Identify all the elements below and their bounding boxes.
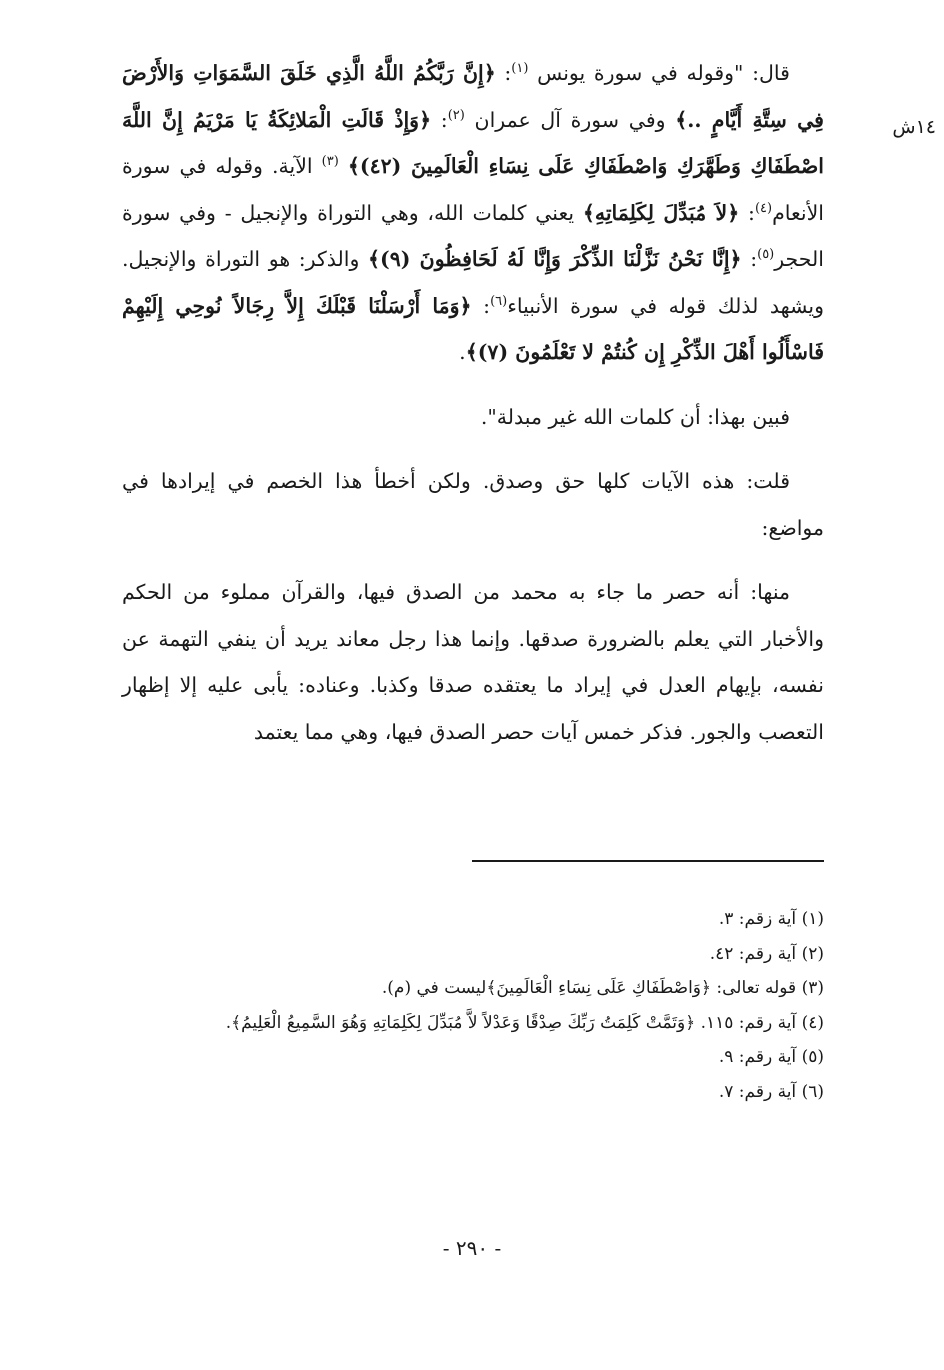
footnote-item — [122, 937, 824, 972]
main-text — [122, 50, 824, 755]
footnote-item — [122, 1006, 824, 1041]
footnote-number: (٥) — [801, 1047, 824, 1067]
footnote-number: (٢) — [801, 943, 824, 964]
page-number: - ٢٩٠ - — [442, 1236, 502, 1260]
footnote-number: (٣) — [801, 978, 824, 998]
paragraph-quotation — [122, 50, 824, 376]
footnote-ref-1[interactable]: (١) — [511, 61, 529, 77]
footnote-ref-2[interactable]: (٢) — [447, 107, 465, 123]
text-span: : — [741, 247, 758, 271]
footnote-text: آية رقم: ٧. — [718, 1081, 797, 1102]
text-span: وفي سورة آل عمران — [464, 107, 676, 132]
text-span: يعني كلمات الله، وهي التوراة والإنجيل - وفي سورة الحجر — [122, 200, 824, 271]
footnote-text: آية زقم: ٣. — [718, 909, 797, 929]
quran-verse: ﴿إِنَّ رَبَّكُمُ اللَّهُ الَّذِي خَلَقَ السَّمَوَاتِ وَالأَرْضَ فِي سِتَّةِ أَيَّامٍ ..﴾ — [122, 61, 824, 132]
footnote-ref-3[interactable]: (٣) — [321, 154, 339, 170]
quran-verse: ﴿وَمَا أَرْسَلْنَا قَبْلَكَ إِلاَّ رِجَالاً نُوحِي إِلَيْهِمْ فَاسْأَلُوا أَهْلَ الذِّكْرِ إِن كُنتُمْ لا تَعْلَمُونَ (٧)﴾ — [122, 293, 824, 364]
footnote-number: (٤) — [801, 1012, 824, 1033]
footnote-text: آية رقم: ٩. — [718, 1047, 797, 1067]
text-span: والذكر: هو التوراة والإنجيل. ويشهد لذلك قوله في سورة الأنبياء — [122, 247, 825, 318]
footnote-text: آية رقم: ٤٢. — [709, 943, 797, 964]
paragraph-conclusion: فبين بهذا: أن كلمات الله غير مبدلة". — [480, 404, 790, 429]
text-span: : — [471, 293, 491, 318]
footnote-ref-6[interactable]: (٦) — [490, 293, 508, 309]
footnote-ref-5[interactable]: (٥) — [757, 247, 775, 263]
footnote-text: آية رقم: ١١٥. ﴿وَتَمَّتْ كَلِمَتُ رَبِّكَ صِدْقًا وَعَدْلاً لاَّ مُبَدِّلَ لِكَلِمَاتِهِ وَهُوَ السَّمِيعُ الْعَلِيمُ﴾. — [225, 1012, 797, 1033]
text-span: : — [739, 200, 755, 225]
margin-note: ١٤ش — [892, 116, 936, 138]
text-span: قال: "وقوله في سورة يونس — [528, 61, 790, 85]
footnote-text: قوله تعالى: ﴿وَاصْطَفَاكِ عَلَى نِسَاءِ الْعَالَمِينَ﴾ليست في (م). — [381, 978, 797, 998]
text-span: . — [459, 340, 466, 364]
text-span: : — [431, 107, 448, 132]
paragraph-response: قلت: هذه الآيات كلها حق وصدق. ولكن أخطأ هذا الخصم في إيرادها في مواضع: — [122, 469, 824, 540]
text-span: : — [495, 61, 512, 85]
footnote-item — [122, 902, 824, 937]
text-span — [339, 154, 348, 178]
footnote-ref-4[interactable]: (٤) — [754, 200, 773, 216]
footnote-separator — [472, 860, 824, 862]
footnote-number: (١) — [801, 909, 824, 929]
footnote-item — [122, 1075, 824, 1110]
quran-verse: ﴿وَإِذْ قَالَتِ الْمَلائِكَةُ يَا مَرْيَمُ إِنَّ اللَّهَ اصْطَفَاكِ وَطَهَّرَكِ وَاصْطَفَاكِ عَلَى نِسَاءِ الْعَالَمِينَ (٤٢)﴾ — [122, 107, 824, 178]
footnote-item — [122, 1040, 824, 1075]
footnotes-list — [122, 902, 824, 1109]
footnote-item — [122, 971, 824, 1006]
footnote-number: (٦) — [801, 1081, 824, 1102]
paragraph-argument: منها: أنه حصر ما جاء به محمد من الصدق فيها، والقرآن مملوء من الحكم والأخبار التي يعلم بالضرورة صدقها. وإنما هذا رجل معاند يريد أن ينفي التهمة عن نفسه، بإيهام العدل في إيراد ما يعتقده صدقا وكذبا. وعناده: يأبى عليه إلا إظهار التعصب والجور. فذكر خمس آيات حصر الصدق فيها، وهي مما يعتمد — [122, 580, 824, 744]
quran-verse: ﴿إِنَّا نَحْنُ نَزَّلْنَا الذِّكْرَ وَإِنَّا لَهُ لَحَافِظُونَ (٩)﴾ — [367, 247, 742, 271]
quran-verse: ﴿لاَ مُبَدِّلَ لِكَلِمَاتِهِ﴾ — [582, 200, 740, 225]
text-span: الآية. وقوله في سورة الأنعام — [122, 154, 824, 225]
